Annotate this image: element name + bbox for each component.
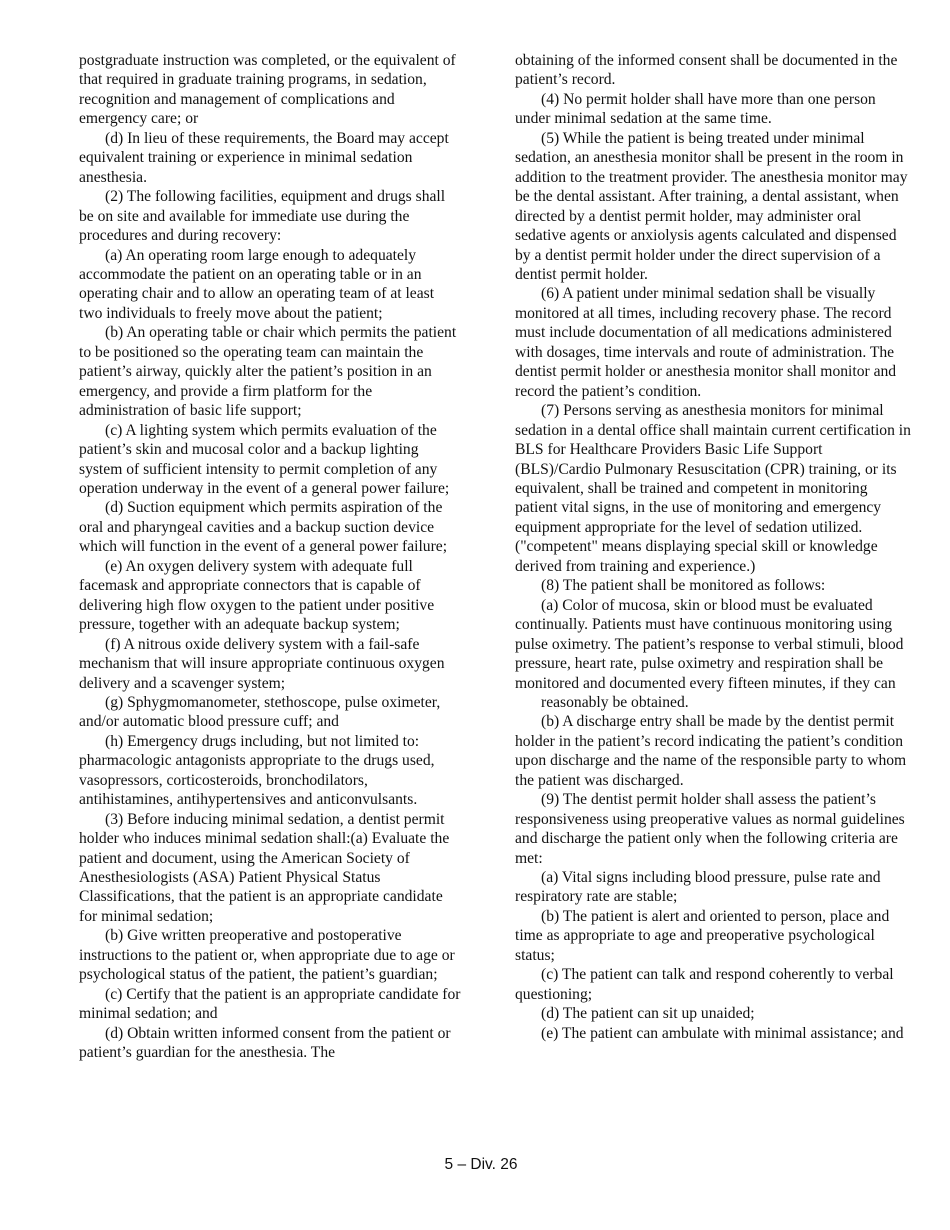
paragraph: (4) No permit holder shall have more than one person under minimal sedation at the same time.: [515, 90, 876, 128]
paragraph: (d) Suction equipment which permits aspiration of the oral and pharyngeal cavities and a backup suction device which will function in the event of a general power failure;: [79, 499, 448, 556]
paragraph: obtaining of the informed consent shall be documented in the patient’s record.: [515, 52, 898, 89]
page-footer: [0, 1155, 950, 1174]
paragraph: (6) A patient under minimal sedation shall be visually monitored at all times, including recovery phase. The record must include documentation of all medications administered with dosages, time intervals and route of administration. The dentist permit holder or anesthesia monitor shall monitor and record the patient’s condition.: [515, 285, 897, 400]
paragraph: (8) The patient shall be monitored as follows:: [541, 577, 826, 595]
paragraph: postgraduate instruction was completed, or the equivalent of that required in graduate training programs, in sedation, recognition and management of complications and emergency care; or: [79, 52, 456, 128]
paragraph: (c) The patient can talk and respond coherently to verbal questioning;: [515, 966, 894, 1003]
page-number-label: 5 – Div. 26: [444, 1156, 518, 1173]
paragraph: (a) Color of mucosa, skin or blood must be evaluated continually. Patients must have continuous monitoring using pulse oximetry. The patient’s response to verbal stimuli, blood pressure, heart rate, pulse oximetry and respiration shall be monitored and documented every fifteen minutes, if they can: [515, 596, 904, 692]
paragraph: (d) The patient can sit up unaided;: [541, 1005, 755, 1023]
paragraph: (e) The patient can ambulate with minimal assistance; and: [541, 1024, 904, 1042]
paragraph: (d) Obtain written informed consent from the patient or patient’s guardian for the anesthesia. The: [79, 1024, 451, 1062]
paragraph: (9) The dentist permit holder shall assess the patient’s responsiveness using preoperative values as normal guidelines and discharge the patient only when the following criteria are met:: [515, 791, 905, 867]
right-text-column: [515, 51, 911, 1043]
paragraph: (a) An operating room large enough to adequately accommodate the patient on an operating table or in an operating chair and to allow an operating team of at least two individuals to freely move about the patient;: [79, 246, 435, 322]
paragraph: (b) The patient is alert and oriented to person, place and time as appropriate to age and preoperative psychological status;: [515, 907, 890, 964]
paragraph: (7) Persons serving as anesthesia monitors for minimal sedation in a dental office shall maintain current certification in BLS for Healthcare Providers Basic Life Support (BLS)/Cardio Pulmonary Resuscitation (CPR) training, or its equivalent, shall be trained and competent in monitoring patient vital signs, in the use of monitoring and emergency equipment appropriate for the level of sedation utilized. ("competent" means displaying special skill or knowledge derived from training and experience.): [515, 402, 911, 575]
paragraph: (f) A nitrous oxide delivery system with a fail-safe mechanism that will insure appropriate continuous oxygen delivery and a scavenger system;: [79, 635, 445, 692]
paragraph: (b) Give written preoperative and postoperative instructions to the patient or, when appropriate due to age or psychological status of the patient, the patient’s guardian;: [79, 927, 455, 984]
paragraph: (g) Sphygmomanometer, stethoscope, pulse oximeter, and/or automatic blood pressure cuff; and: [79, 693, 441, 731]
paragraph: (e) An oxygen delivery system with adequate full facemask and appropriate connectors that is capable of delivering high flow oxygen to the patient under positive pressure, together with an adequate backup system;: [79, 557, 435, 634]
paragraph: (5) While the patient is being treated under minimal sedation, an anesthesia monitor shall be present in the room in addition to the treatment provider. The anesthesia monitor may be the dental assistant. After training, a dental assistant, when directed by a dentist permit holder, may administer oral sedative agents or anxiolysis agents calculated and dispensed by a dentist permit holder under the direct supervision of a dentist permit holder.: [515, 129, 908, 283]
left-text-column: [79, 51, 461, 1063]
paragraph: (3) Before inducing minimal sedation, a dentist permit holder who induces minimal sedation shall:(a) Evaluate the patient and document, using the American Society of Anesthesiologists (ASA) Patient Physical Status Classifications, that the patient is an appropriate candidate for minimal sedation;: [79, 810, 450, 925]
paragraph: (c) A lighting system which permits evaluation of the patient’s skin and mucosal color and a backup lighting system of sufficient intensity to permit completion of any operation underway in the event of a general power failure;: [79, 421, 450, 497]
paragraph: (h) Emergency drugs including, but not limited to: pharmacologic antagonists appropriate to the drugs used, vasopressors, corticosteroids, bronchodilators, antihistamines, antihypertensives and anticonvulsants.: [79, 732, 435, 809]
paragraph: (b) A discharge entry shall be made by the dentist permit holder in the patient’s record indicating the patient’s condition upon discharge and the name of the responsible party to whom the patient was discharged.: [515, 713, 907, 789]
paragraph: (d) In lieu of these requirements, the Board may accept equivalent training or experience in minimal sedation anesthesia.: [79, 129, 449, 186]
paragraph: reasonably be obtained.: [541, 693, 689, 711]
paragraph: (c) Certify that the patient is an appropriate candidate for minimal sedation; and: [79, 985, 461, 1023]
paragraph: (b) An operating table or chair which permits the patient to be positioned so the operating team can maintain the patient’s airway, quickly alter the patient’s position in an emergency, and provide a firm platform for the administration of basic life support;: [79, 324, 457, 420]
paragraph: (a) Vital signs including blood pressure, pulse rate and respiratory rate are stable;: [515, 869, 881, 906]
paragraph: (2) The following facilities, equipment and drugs shall be on site and available for immediate use during the procedures and during recovery:: [79, 188, 446, 245]
